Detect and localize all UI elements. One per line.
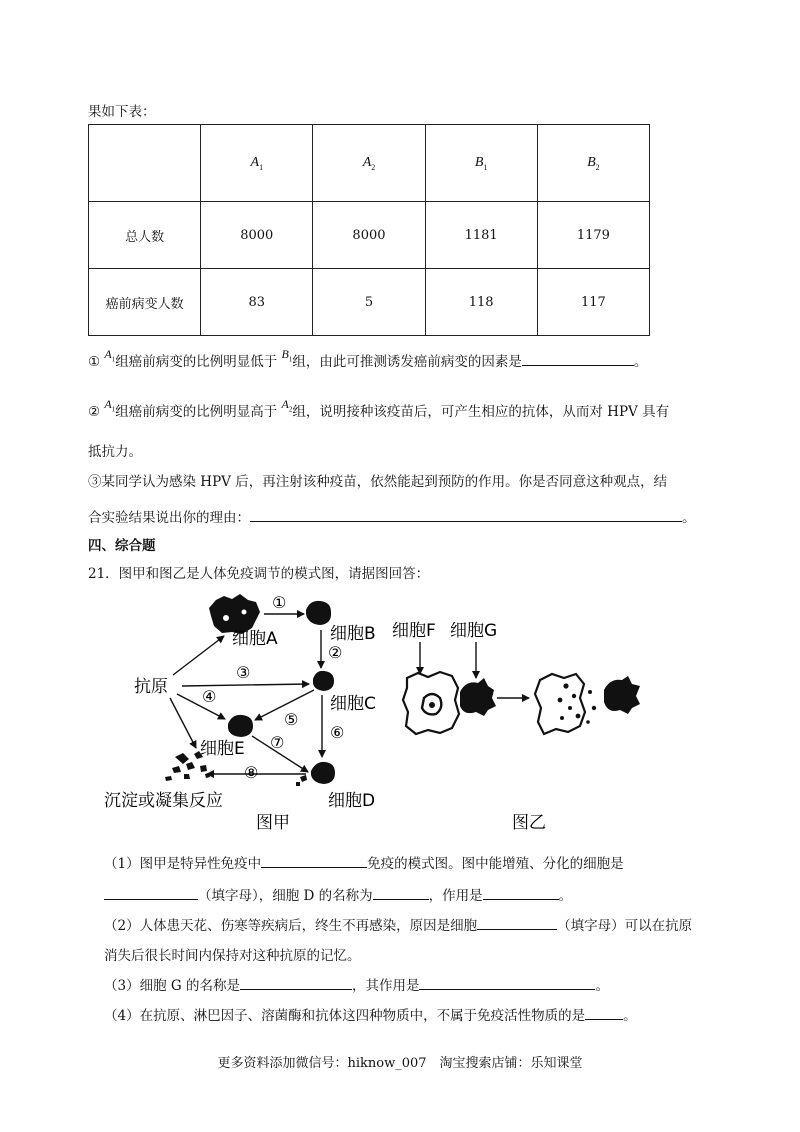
table-cell: 8000: [313, 202, 425, 269]
immune-diagram: [0, 588, 800, 843]
cell-b-shape: [306, 601, 331, 625]
table-cell: 5: [313, 269, 425, 336]
answer-blank[interactable]: [104, 885, 198, 900]
column-header: $B_2$: [537, 125, 649, 202]
caption-jia: 图甲: [256, 813, 290, 833]
reaction-label: 沉淀或凝集反应: [104, 791, 223, 811]
antibody-fragments: [296, 775, 307, 786]
cell-b-label: 细胞B: [330, 624, 376, 644]
answer-blank[interactable]: [419, 975, 595, 990]
table-cell: 117: [537, 269, 649, 336]
table-row: [89, 269, 650, 336]
question-3-line-2: 合实验结果说出你的理由： 。: [88, 506, 696, 526]
cell-e-shape: [228, 715, 253, 737]
row-label: 总人数: [89, 202, 201, 269]
antigen-label: 抗原: [134, 677, 168, 697]
question-2: ② $A_1$组癌前病变的比例明显高于 $A_2$组，说明接种该疫苗后，可产生相应的抗体，从而对 HPV 具有: [88, 397, 670, 420]
caption-yi: 图乙: [512, 813, 546, 833]
cell-d-label: 细胞D: [328, 791, 376, 811]
section-heading: 四、综合题: [88, 538, 156, 554]
cell-c-shape: [313, 671, 334, 691]
table-row: [89, 202, 650, 269]
question-2-line-2: 抵抗力。: [88, 444, 142, 460]
answer-blank[interactable]: [585, 1005, 623, 1020]
cell-f-label: 细胞F: [392, 621, 436, 641]
table-cell: 118: [425, 269, 537, 336]
step-6: ⑥: [330, 723, 345, 742]
sub-question-1: （1）图甲是特异性免疫中 免疫的模式图。图中能增殖、分化的细胞是: [104, 852, 624, 872]
lysed-cell-shape: [535, 674, 585, 734]
question-1: ① $A_1$组癌前病变的比例明显低于 $B_1$组，由此可推测诱发癌前病变的因素是 。: [88, 347, 648, 370]
table-cell: 1179: [537, 202, 649, 269]
page-footer: 更多资料添加微信号：hiknow_007 淘宝搜索店铺：乐知课堂: [217, 1056, 583, 1071]
step-8: ⑧: [244, 763, 259, 782]
answer-blank[interactable]: [250, 507, 682, 522]
step-7: ⑦: [270, 733, 285, 752]
cell-e-label: 细胞E: [200, 739, 245, 759]
step-3: ③: [236, 663, 251, 682]
table-corner-cell: [89, 125, 201, 202]
cell-d-shape: [311, 762, 335, 784]
table-cell: 8000: [201, 202, 313, 269]
sub-question-2-line-2: 消失后很长时间内保持对这种抗原的记忆。: [104, 948, 361, 964]
column-header: $A_1$: [201, 125, 313, 202]
table-cell: 1181: [425, 202, 537, 269]
step-2: ②: [328, 643, 343, 662]
step-1: ①: [272, 593, 287, 612]
cell-g-label: 细胞G: [450, 621, 498, 641]
answer-blank[interactable]: [373, 885, 429, 900]
intro-text: 果如下表：: [88, 104, 156, 120]
step-4: ④: [202, 687, 217, 706]
cell-a-shape: [209, 594, 260, 634]
table-header-row: [89, 125, 650, 202]
cell-c-label: 细胞C: [330, 694, 376, 714]
table-cell: 83: [201, 269, 313, 336]
cell-g-after-shape: [604, 676, 640, 714]
answer-blank[interactable]: [522, 351, 634, 366]
results-table: [88, 124, 650, 336]
sub-question-4: （4）在抗原、淋巴因子、溶菌酶和抗体这四种物质中，不属于免疫活性物质的是 。: [104, 1004, 637, 1024]
cell-g-shape: [460, 678, 496, 716]
question-3-line-1: ③某同学认为感染 HPV 后，再注射该种疫苗，依然能起到预防的作用。你是否同意这种观点，结: [88, 474, 668, 490]
sub-question-3: （3）细胞 G 的名称是 ，其作用是 。: [104, 974, 609, 994]
row-label: 癌前病变人数: [89, 269, 201, 336]
question-21: 21．图甲和图乙是人体免疫调节的模式图，请据图回答：: [88, 566, 430, 582]
step-5: ⑤: [284, 710, 299, 729]
cell-a-label: 细胞A: [232, 629, 278, 649]
column-header: $B_1$: [425, 125, 537, 202]
answer-blank[interactable]: [477, 915, 557, 930]
answer-blank[interactable]: [261, 853, 367, 868]
sub-question-1-line-2: （填字母），细胞 D 的名称为 ，作用是 。: [104, 884, 572, 904]
answer-blank[interactable]: [483, 885, 559, 900]
column-header: $A_2$: [313, 125, 425, 202]
sub-question-2: （2）人体患天花、伤寒等疾病后，终生不再感染，原因是细胞 （填字母）可以在抗原: [104, 914, 692, 934]
answer-blank[interactable]: [240, 975, 352, 990]
